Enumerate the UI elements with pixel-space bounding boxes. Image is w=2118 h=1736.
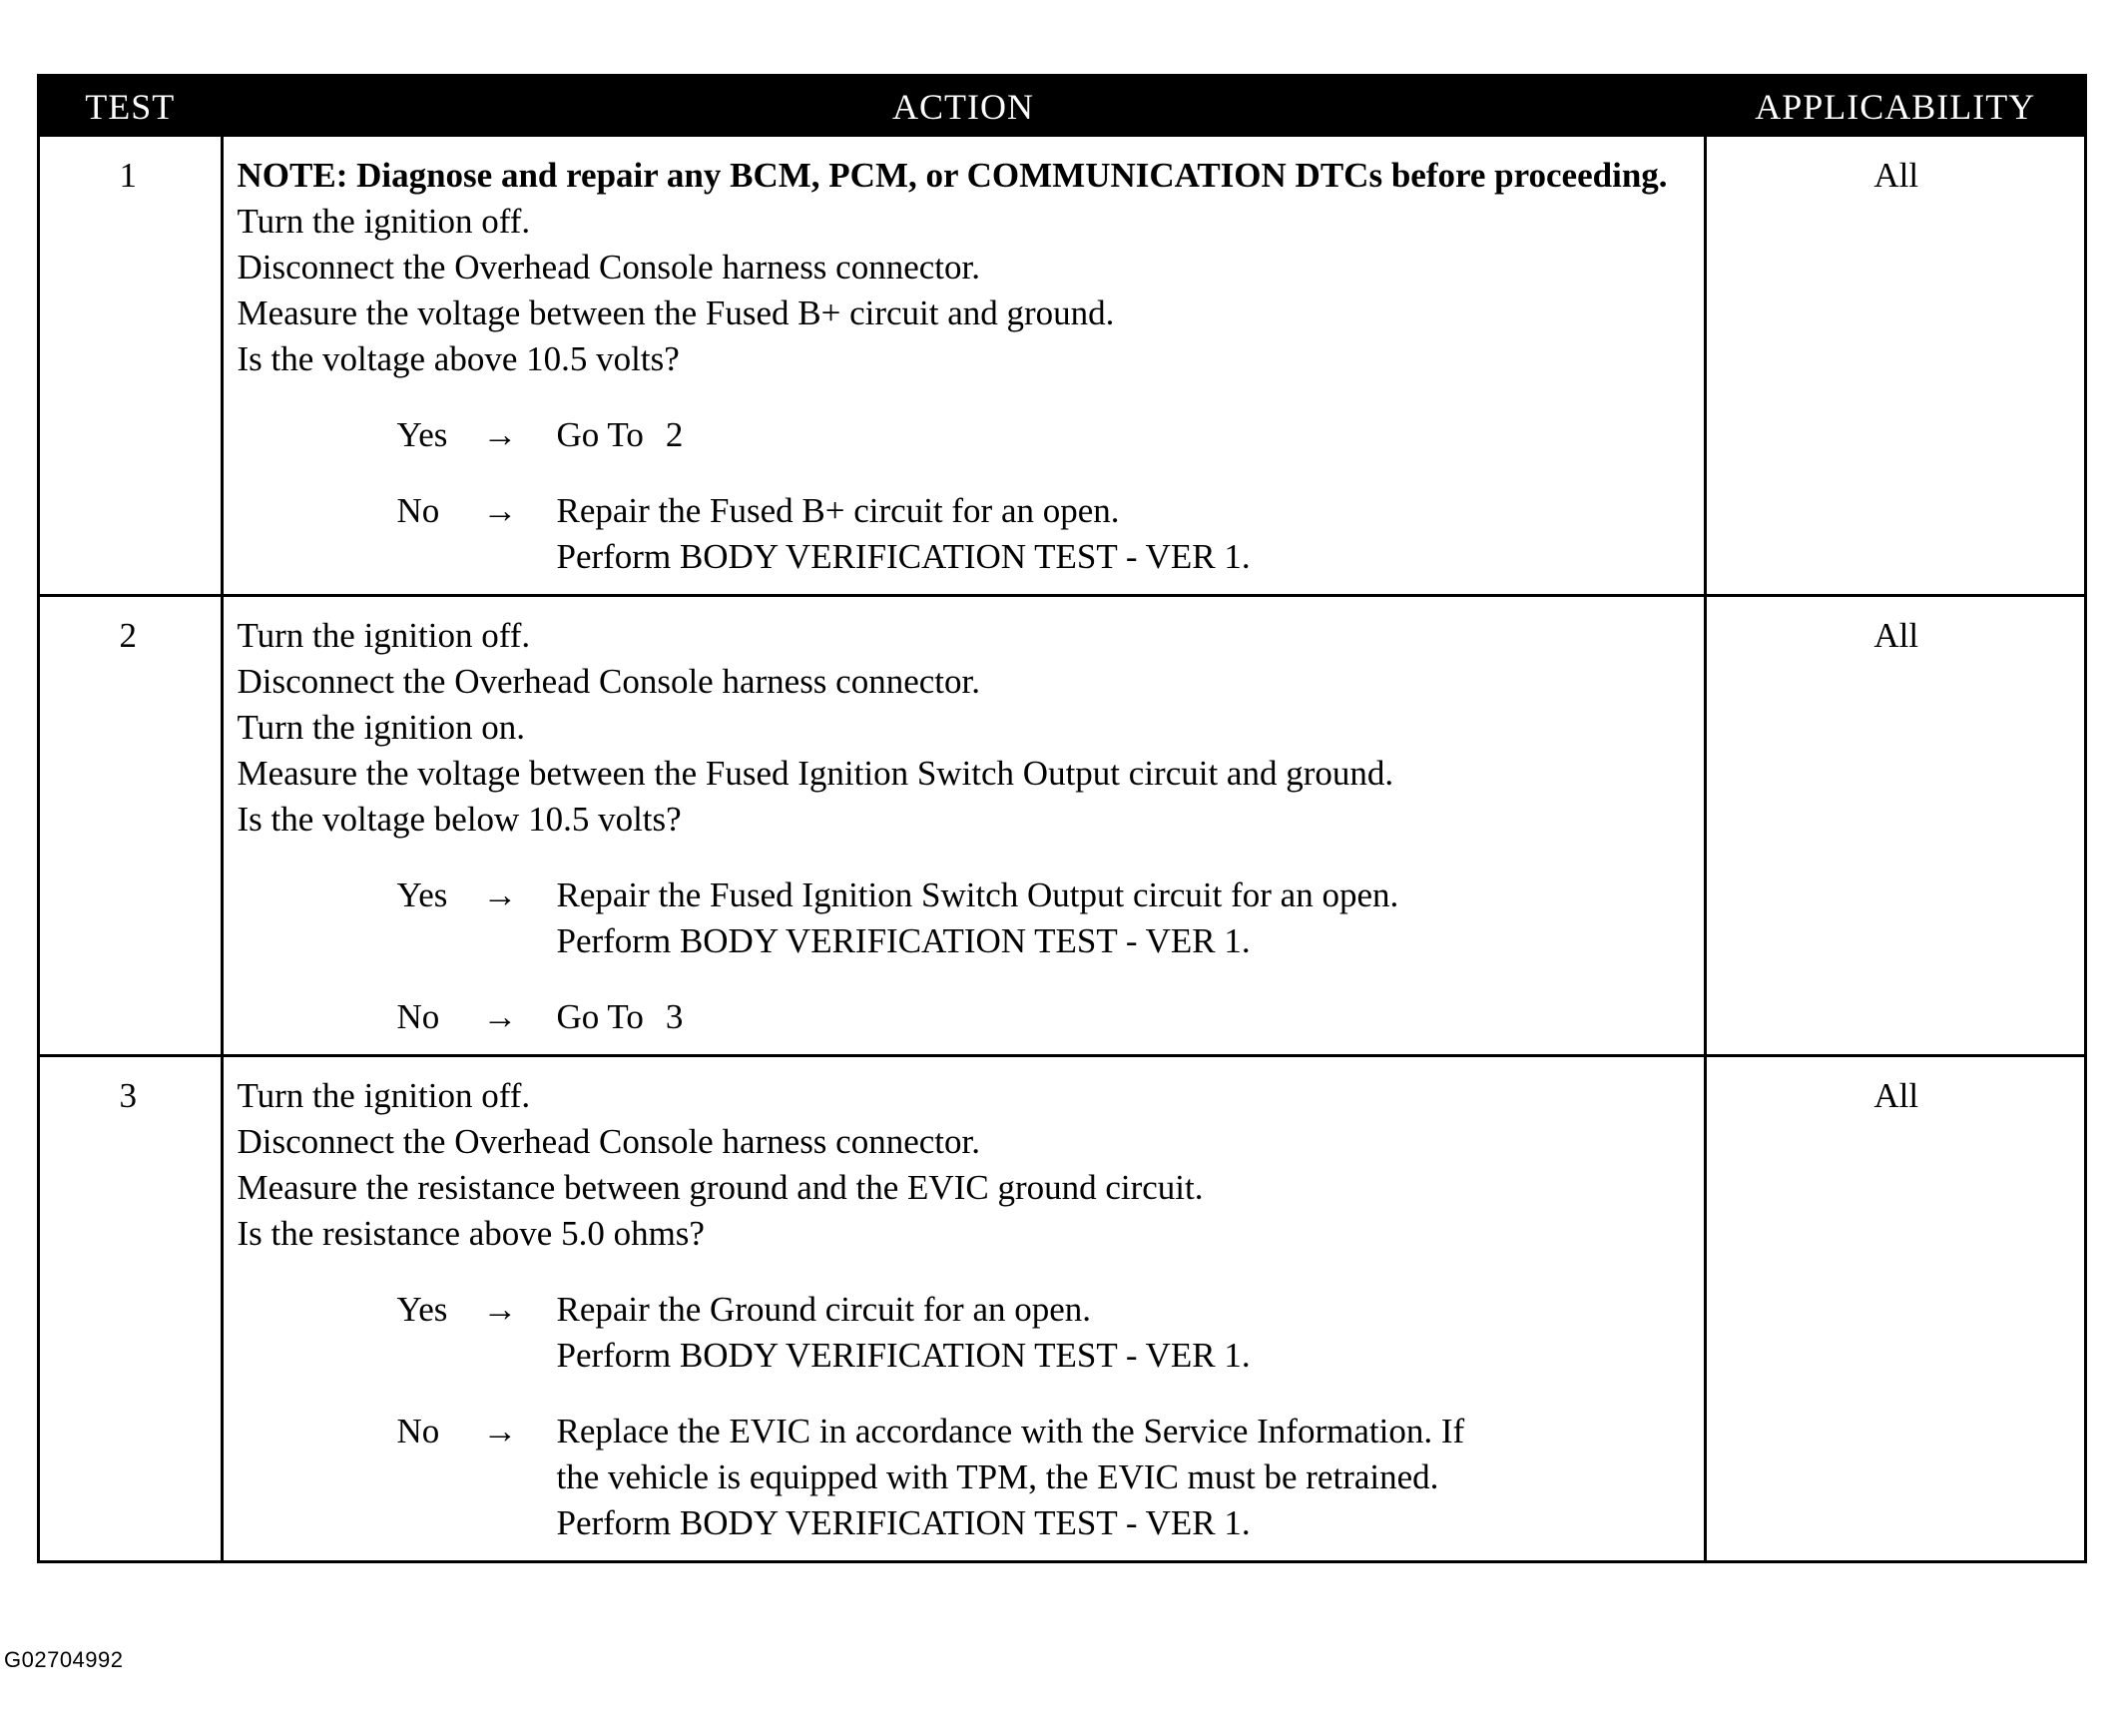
result-text [557,1287,1692,1379]
test-table [40,77,2084,1560]
step-text: Measure the voltage between the Fused B+ circuit and ground. [237,293,1115,332]
applicability-value: All [1705,1056,2084,1561]
answer-label: Yes [396,1290,448,1329]
table-row [40,1056,2084,1561]
result-text [557,872,1692,964]
result-line: Replace the EVIC in accordance with the Service Information. If [556,1412,1465,1450]
arrow-icon: → [482,491,518,530]
test-number: 1 [119,156,137,195]
arrow-icon: → [482,875,518,914]
answer-label: No [396,997,440,1036]
header-applicability: APPLICABILITY [1705,77,2084,137]
table-row [40,137,2084,596]
test-number: 2 [40,596,222,1056]
outcome-no [397,488,1692,580]
goto-result [557,412,1692,458]
header-row [40,77,2084,137]
answer-label: No [396,1412,440,1450]
step-text: Measure the voltage between the Fused Ignition Switch Output circuit and ground. [237,754,1394,793]
outcome-no [397,1409,1692,1546]
note-text: NOTE: Diagnose and repair any BCM, PCM, or COMMUNICATION DTCs before proceeding. [237,156,1668,195]
applicability-value: All [1873,156,1919,195]
result-line: Perform BODY VERIFICATION TEST - VER 1. [556,1503,1251,1542]
answer-label: Yes [396,415,448,454]
step-text: Disconnect the Overhead Console harness connector. [237,248,980,287]
step-text: Disconnect the Overhead Console harness connector. [237,1122,980,1161]
arrow-icon: → [482,1290,518,1329]
answer-label: Yes [396,875,448,914]
step-text: Turn the ignition on. [237,708,525,747]
answer-label: No [396,491,440,530]
goto-label: Go To [556,997,644,1036]
header-action: ACTION [222,77,1705,137]
action-cell [222,1056,1705,1561]
diagnostic-test-table [37,74,2087,1563]
outcome-yes [397,412,1692,458]
outcomes [238,1287,1692,1546]
step-text: Measure the resistance between ground and the EVIC ground circuit. [237,1168,1204,1207]
question-text: Is the resistance above 5.0 ohms? [237,1214,705,1253]
arrow-icon: → [482,997,518,1036]
figure-id: G02704992 [4,1647,124,1672]
question-text: Is the voltage above 10.5 volts? [237,339,680,378]
outcome-no [397,994,1692,1040]
result-line: Repair the Fused B+ circuit for an open. [556,491,1120,530]
goto-number: 2 [665,415,684,454]
step-text: Turn the ignition off. [237,1076,531,1115]
step-text: Turn the ignition off. [237,616,531,655]
result-line: Perform BODY VERIFICATION TEST - VER 1. [556,921,1251,960]
result-line: Repair the Ground circuit for an open. [556,1290,1092,1329]
result-text [557,488,1692,580]
table-row [40,596,2084,1056]
result-line: Perform BODY VERIFICATION TEST - VER 1. [556,537,1251,576]
outcome-yes [397,872,1692,964]
header-test: TEST [40,77,222,137]
outcomes [238,412,1692,580]
goto-label: Go To [556,415,644,454]
step-text: Disconnect the Overhead Console harness connector. [237,662,980,701]
outcomes [238,872,1692,1040]
goto-result [557,994,1692,1040]
outcome-yes [397,1287,1692,1379]
result-line: Repair the Fused Ignition Switch Output circuit for an open. [556,875,1399,914]
result-line: the vehicle is equipped with TPM, the EVIC must be retrained. [556,1457,1439,1496]
action-cell [222,596,1705,1056]
applicability-value: All [1705,596,2084,1056]
arrow-icon: → [482,415,518,454]
question-text: Is the voltage below 10.5 volts? [237,800,682,839]
result-text [557,1409,1692,1546]
step-text: Turn the ignition off. [237,202,531,241]
action-cell [222,137,1705,596]
arrow-icon: → [482,1412,518,1450]
test-number: 3 [40,1056,222,1561]
result-line: Perform BODY VERIFICATION TEST - VER 1. [556,1336,1251,1375]
goto-number: 3 [665,997,684,1036]
